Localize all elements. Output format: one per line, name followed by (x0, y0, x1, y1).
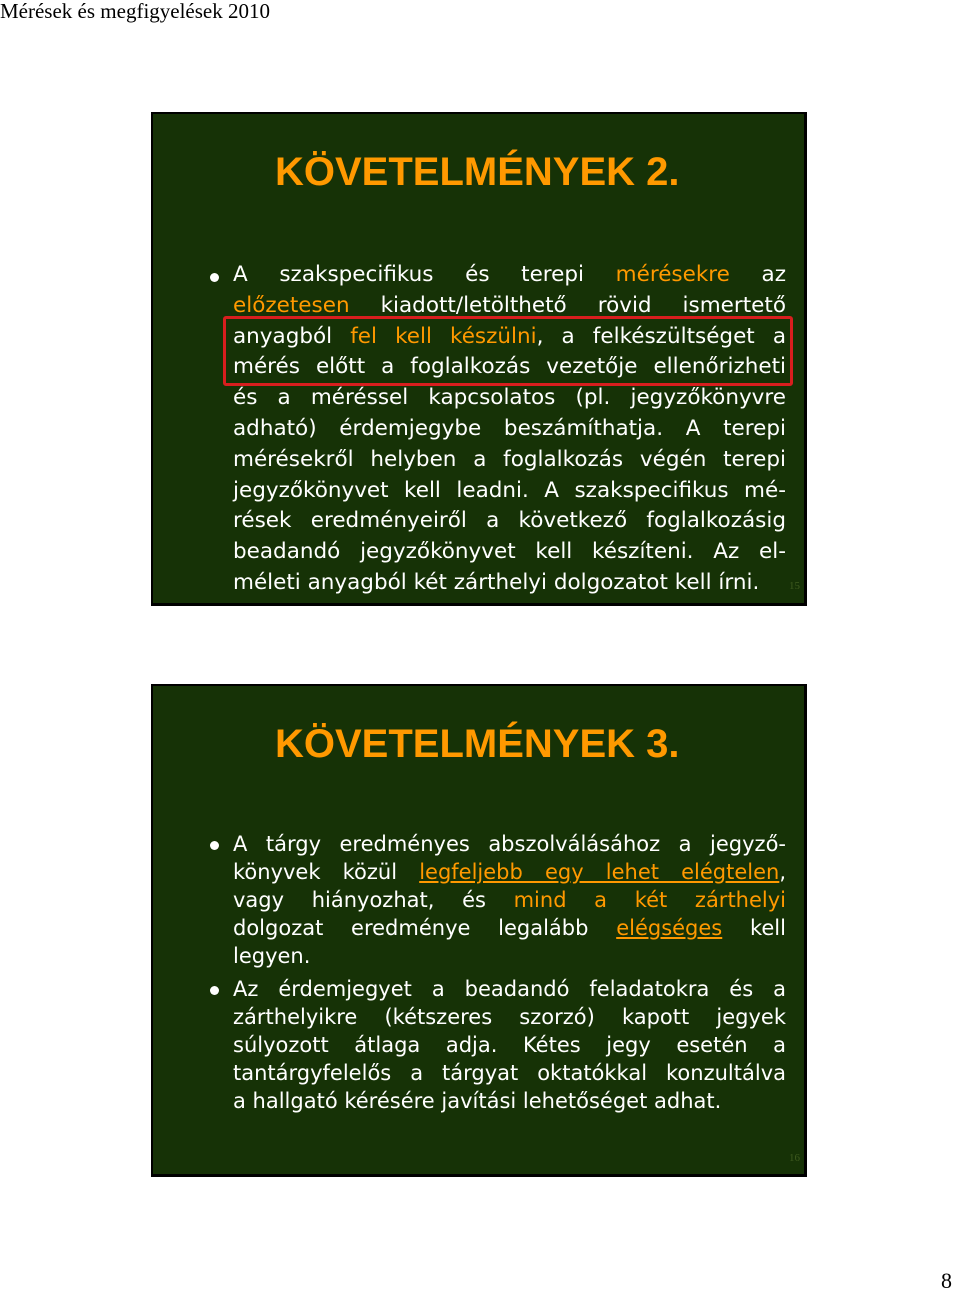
body-line: előzetesen kiadott/letölthető rövid ismertető (233, 293, 786, 318)
slide-16 (151, 684, 807, 1177)
body-line: súlyozott átlaga adja. Kétes jegy esetén a (233, 1033, 786, 1057)
slide-number: 15 (789, 580, 800, 592)
body-line: tantárgyfelelős a tárgyat oktatókkal konzultálva (233, 1061, 786, 1085)
slide-title: KÖVETELMÉNYEK 2. (275, 150, 680, 194)
body-line: Az érdemjegyet a beadandó feladatokra és a (233, 977, 786, 1001)
slide-number: 16 (789, 1152, 800, 1164)
bullet-icon (210, 273, 219, 282)
body-line: mérés előtt a foglalkozás vezetője ellenőrizheti (233, 354, 786, 379)
body-line: vagy hiányozhat, és mind a két zárthelyi (233, 888, 787, 912)
slide-title: KÖVETELMÉNYEK 3. (275, 722, 680, 766)
body-line: a hallgató kérésére javítási lehetőséget adhat. (233, 1089, 722, 1113)
page-number: 8 (941, 1268, 952, 1293)
body-line: könyvek közül legfeljebb egy lehet elégtelen, (233, 860, 786, 884)
body-line: és a méréssel kapcsolatos (pl. jegyzőkönyvre (233, 385, 786, 410)
body-line: A szakspecifikus és terepi mérésekre az (233, 262, 786, 287)
slide-15 (151, 112, 807, 606)
body-line: adható) érdemjegybe beszámíthatja. A terepi (233, 416, 786, 441)
red-highlight-box (223, 316, 793, 386)
body-line: A tárgy eredményes abszolválásához a jegyző- (233, 832, 786, 856)
document-header-title: Mérések és megfigyelések 2010 (0, 0, 270, 23)
body-line: dolgozat eredménye legalább elégséges kell (233, 916, 786, 940)
body-line: jegyzőkönyvet kell leadni. A szakspecifikus mé- (233, 478, 786, 503)
body-line: mérésekről helyben a foglalkozás végén terepi (233, 447, 786, 472)
body-line: rések eredményeiről a következő foglalkozásig (233, 508, 786, 533)
body-line: zárthelyikre (kétszeres szorzó) kapott jegyek (233, 1005, 786, 1029)
body-line: anyagból fel kell készülni, a felkészültséget a (233, 324, 786, 349)
body-line: beadandó jegyzőkönyvet kell készíteni. Az el- (233, 539, 786, 564)
bullet-icon (210, 841, 219, 850)
body-line: legyen. (233, 944, 311, 968)
body-line: méleti anyagból két zárthelyi dolgozatot kell írni. (233, 570, 760, 595)
bullet-icon (210, 986, 219, 995)
